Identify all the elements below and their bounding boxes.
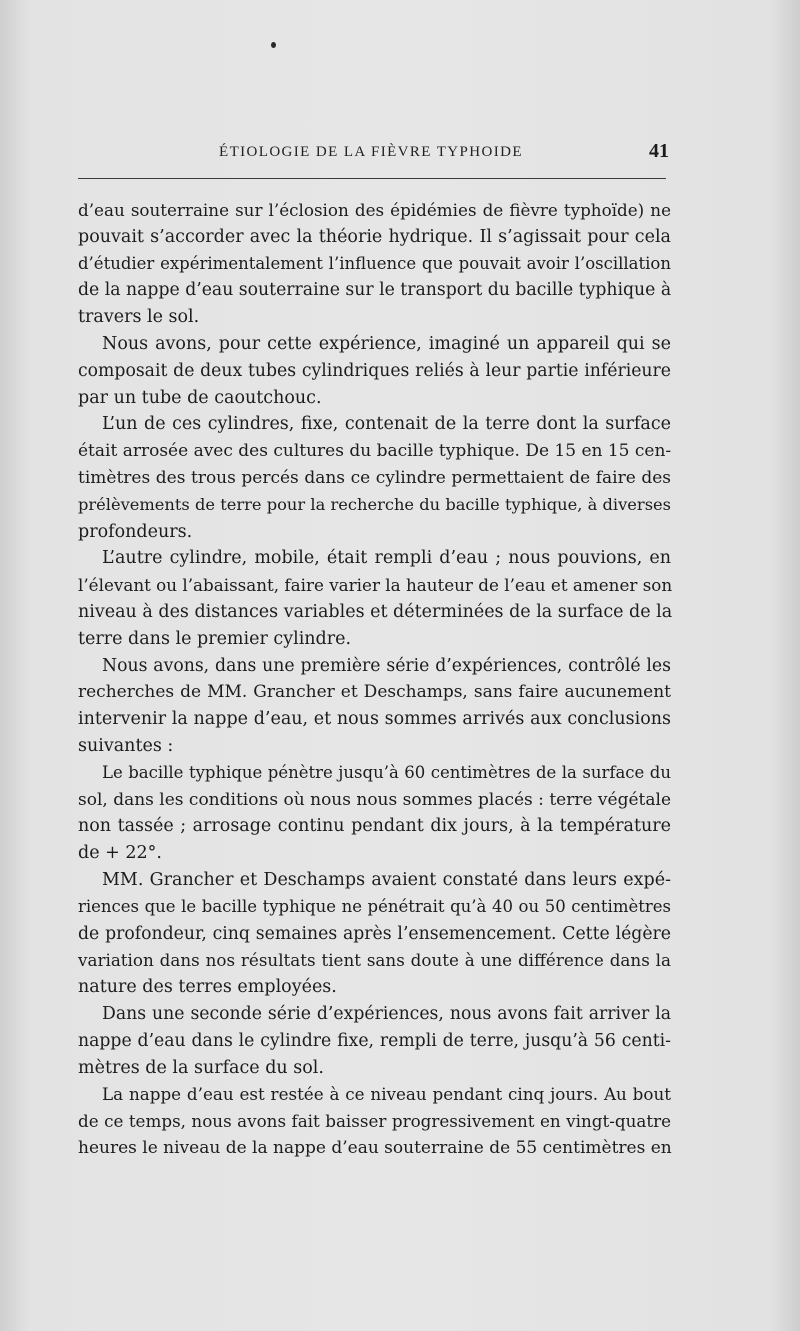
text-line: L’autre cylindre, mobile, était rempli d’eau ; nous pouvions, en bbox=[102, 548, 671, 569]
text-line: timètres des trous percés dans ce cylindre permettaient de faire des bbox=[78, 467, 671, 488]
running-head-title: ÉTIOLOGIE DE LA FIÈVRE TYPHOIDE bbox=[219, 144, 523, 160]
paragraph bbox=[78, 197, 671, 331]
body-text bbox=[78, 197, 671, 1162]
text-line: était arrosée avec des cultures du bacille typhique. De 15 en 15 cen- bbox=[78, 441, 672, 462]
text-line: mètres de la surface du sol. bbox=[78, 1057, 324, 1078]
text-line: recherches de MM. Grancher et Deschamps, sans faire aucunement bbox=[78, 682, 671, 703]
text-line: MM. Grancher et Deschamps avaient constaté dans leurs expé- bbox=[102, 869, 671, 890]
text-line: nature des terres employées. bbox=[78, 977, 337, 998]
text-line: Dans une seconde série d’expériences, nous avons fait arriver la bbox=[102, 1003, 671, 1024]
text-line: par un tube de caoutchouc. bbox=[78, 387, 322, 408]
paragraph bbox=[78, 1001, 671, 1081]
text-line: riences que le bacille typhique ne pénétrait qu’à 40 ou 50 centimètres bbox=[78, 896, 671, 916]
text-line: d’eau souterraine sur l’éclosion des épidémies de fièvre typhoïde) ne bbox=[78, 200, 671, 220]
text-line: de ce temps, nous avons fait baisser progressivement en vingt-quatre bbox=[78, 1111, 671, 1132]
text-line: Nous avons, pour cette expérience, imaginé un appareil qui se bbox=[102, 333, 671, 354]
text-line: profondeurs. bbox=[78, 521, 193, 542]
paragraph bbox=[78, 1081, 671, 1161]
text-line: L’un de ces cylindres, fixe, contenait de la terre dont la surface bbox=[102, 414, 671, 435]
text-line: La nappe d’eau est restée à ce niveau pendant cinq jours. Au bout bbox=[102, 1084, 671, 1105]
text-line: d’étudier expérimentalement l’influence que pouvait avoir l’oscillation bbox=[78, 253, 671, 273]
text-line: non tassée ; arrosage continu pendant dix jours, à la température bbox=[78, 816, 671, 837]
text-line: de profondeur, cinq semaines après l’ensemencement. Cette légère bbox=[78, 923, 671, 944]
text-line: sol, dans les conditions où nous nous sommes placés : terre végétale bbox=[78, 789, 671, 810]
header-rule bbox=[78, 178, 666, 179]
text-line: de + 22°. bbox=[78, 843, 162, 864]
text-line: niveau à des distances variables et déterminées de la surface de la bbox=[78, 601, 673, 622]
text-line: Nous avons, dans une première série d’expériences, contrôlé les bbox=[102, 655, 671, 676]
text-line: de la nappe d’eau souterraine sur le transport du bacille typhique à bbox=[78, 280, 672, 301]
text-line: variation dans nos résultats tient sans doute à une différence dans la bbox=[78, 950, 671, 971]
text-line: composait de deux tubes cylindriques reliés à leur partie inférieure bbox=[78, 360, 671, 381]
paragraph bbox=[78, 867, 671, 1001]
paragraph bbox=[78, 760, 671, 867]
text-line: terre dans le premier cylindre. bbox=[78, 628, 352, 649]
text-line: l’élevant ou l’abaissant, faire varier la hauteur de l’eau et amener son bbox=[78, 575, 673, 596]
text-line: nappe d’eau dans le cylindre fixe, rempli de terre, jusqu’à 56 centi- bbox=[78, 1030, 671, 1051]
text-line: travers le sol. bbox=[78, 307, 200, 328]
page-number: 41 bbox=[649, 140, 669, 162]
paragraph bbox=[78, 331, 671, 411]
text-line: heures le niveau de la nappe d’eau souterraine de 55 centimètres en bbox=[78, 1137, 672, 1158]
paragraph bbox=[78, 653, 671, 760]
paragraph bbox=[78, 545, 671, 652]
text-line: pouvait s’accorder avec la théorie hydrique. Il s’agissait pour cela bbox=[78, 226, 671, 247]
text-line: Le bacille typhique pénètre jusqu’à 60 centimètres de la surface du bbox=[102, 762, 671, 782]
ink-speck bbox=[271, 42, 276, 48]
running-head bbox=[75, 141, 675, 167]
text-line: suivantes : bbox=[78, 735, 174, 756]
text-line: prélèvements de terre pour la recherche du bacille typhique, à diverses bbox=[78, 494, 671, 514]
text-line: intervenir la nappe d’eau, et nous sommes arrivés aux conclusions bbox=[78, 709, 671, 730]
paragraph bbox=[78, 411, 671, 545]
